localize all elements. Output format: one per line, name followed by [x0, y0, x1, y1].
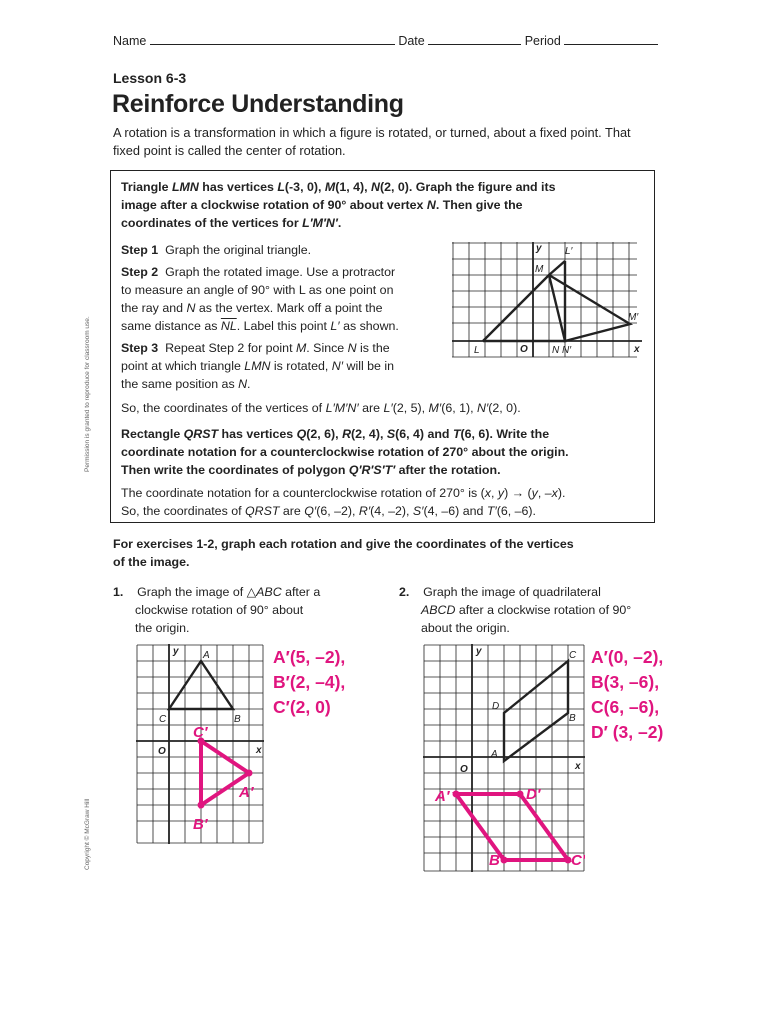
date-field[interactable] [428, 34, 521, 45]
grid [452, 242, 637, 357]
copyright-note: Copyright © McGraw Hill [84, 798, 91, 870]
example1-answer: So, the coordinates of the vertices of L′M′N′ are L′(2, 5), M′(6, 1), N′(2, 0). [121, 401, 521, 415]
svg-text:M: M [535, 264, 544, 275]
svg-text:A′: A′ [239, 784, 254, 801]
svg-text:B′: B′ [193, 816, 208, 833]
svg-text:C: C [569, 650, 577, 661]
page-title: Reinforce Understanding [112, 90, 404, 118]
exercise-1-prompt: 1. Graph the image of △ABC after a clockwise rotation of 90° about the origin. [113, 585, 321, 635]
permission-note: Permission is granted to reproduce for classroom use. [84, 316, 91, 472]
svg-text:x: x [575, 761, 581, 772]
exercise-2-prompt: 2. Graph the image of quadrilateral ABCD after a clockwise rotation of 90° about the origin. [399, 585, 632, 635]
svg-text:C′: C′ [193, 724, 208, 741]
svg-text:N′: N′ [562, 345, 572, 356]
svg-text:D: D [492, 701, 500, 712]
svg-text:x: x [256, 745, 262, 756]
exercise-1-answers: A′(5, –2), B′(2, –4), C′(2, 0) [273, 647, 346, 717]
name-date-period-line [113, 34, 658, 48]
svg-text:C′: C′ [571, 852, 585, 869]
svg-text:M′: M′ [628, 312, 639, 323]
lesson-number: Lesson 6-3 [113, 70, 187, 86]
triangle-lmn [483, 275, 565, 341]
svg-text:N: N [552, 345, 560, 356]
intro-text: A rotation is a transformation in which a figure is rotated, or turned, about a fixed point. That fixed point is called the center of rotation. [113, 125, 631, 158]
svg-text:B′: B′ [489, 852, 504, 869]
exercise-1-graph [136, 644, 264, 844]
svg-text:O: O [158, 746, 166, 757]
exercise-2-graph [423, 644, 585, 872]
name-field[interactable] [150, 34, 395, 45]
svg-text:y: y [536, 243, 542, 254]
example1-graph [452, 242, 644, 358]
svg-text:D′: D′ [526, 786, 541, 803]
exercises-intro: For exercises 1-2, graph each rotation and give the coordinates of the vertices of the image. [113, 537, 574, 569]
example2-answer: The coordinate notation for a counterclockwise rotation of 270° is (x, y) → (y, –x). So, the coordinates of QRST are Q′(6, –2), R′(4, –2), S′(4, –6) and T′(6, –6). [121, 486, 566, 518]
svg-text:y: y [476, 646, 482, 657]
svg-text:A: A [203, 650, 210, 661]
svg-text:A′: A′ [435, 788, 450, 805]
svg-text:O: O [520, 344, 528, 355]
name-label: Name [113, 34, 147, 48]
date-label: Date [398, 34, 425, 48]
example2-prompt: Rectangle QRST has vertices Q(2, 6), R(2, 4), S(6, 4) and T(6, 6). Write the coordinate notation for a counterclockwise rotation of 270° about the origin. Then write the coordinates of polygon Q′R′S′T′ after the rotation. [121, 427, 569, 477]
period-label: Period [524, 34, 561, 48]
example1-steps: Step 1 Graph the original triangle. Step 2 Graph the rotated image. Use a protractor to measure an angle of 90° with L as one point on the ray and N as the vertex. Mark off a point the same distance as $\overline{NL}$. Label this point L′ as shown. Step 3 Repeat Step 2 for point M. Since N is the point at which triangle LMN is rotated, N′ will be in the same position as N. [121, 243, 399, 391]
example1-prompt: Triangle LMN has vertices L(-3, 0), M(1, 4), N(2, 0). Graph the figure and its image after a clockwise rotation of 90° about vertex N. Then give the coordinates of the vertices for L′M′N′. [121, 180, 556, 230]
svg-text:B: B [234, 714, 241, 725]
svg-text:x: x [634, 344, 640, 355]
period-field[interactable] [564, 34, 658, 45]
svg-text:A: A [491, 749, 498, 760]
svg-text:B: B [569, 713, 576, 724]
svg-text:O: O [460, 764, 468, 775]
svg-text:C: C [159, 714, 167, 725]
svg-text:y: y [173, 646, 179, 657]
exercise-2-answers: A′(0, –2), B(3, –6), C(6, –6), D′ (3, –2) [591, 647, 664, 742]
svg-text:L′: L′ [565, 246, 573, 257]
svg-text:L: L [474, 345, 480, 356]
